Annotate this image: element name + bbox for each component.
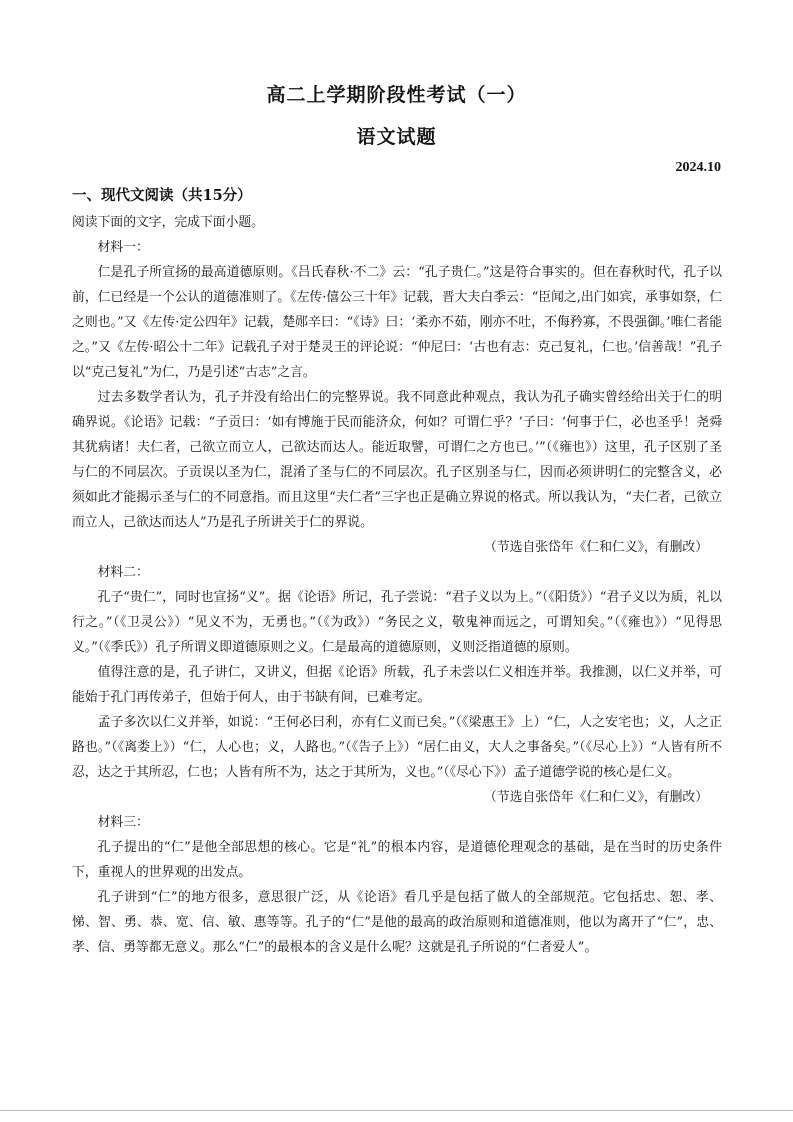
material2-paragraph-2: 值得注意的是，孔子讲仁，又讲义，但据《论语》所载，孔子未尝以仁义相连并举。我推测，以仁义并举，可能始于孔门再传弟子，但始于何人，由于书缺有间，已难考定。 bbox=[72, 665, 722, 705]
material1-source: （节选自张岱年《仁和仁义》，有删改） bbox=[484, 540, 708, 555]
exam-title: 高二上学期阶段性考试（一） bbox=[266, 84, 527, 106]
material2-paragraph-1: 孔子“贵仁”，同时也宣扬“义”。据《论语》所记，孔子尝说：“君子义以为上。”（《阳货》）“君子义以为质，礼以行之。”（《卫灵公》）“见义不为，无勇也。”（《为政》）“务民之义，敬鬼神而远之，可谓知矣。”（《雍也》）“见得思义。”（《季氏》）孔子所谓义即道德原则之义。仁是最高的道德原则，义则泛指道德的原则。 bbox=[72, 590, 722, 655]
material1-label: 材料一： bbox=[97, 240, 149, 255]
instruction-text: 阅读下面的文字，完成下面小题。 bbox=[72, 215, 264, 230]
material2-label: 材料二： bbox=[97, 565, 149, 580]
material2-paragraph-3: 孟子多次以仁义并举，如说：“王何必曰利，亦有仁义而已矣。”（《梁惠王》上）“仁，人之安宅也；义，人之正路也。”（《离娄上》）“仁，人心也；义，人路也。”（《告子上》）“居仁由义，大人之事备矣。”（《尽心上》）“人皆有所不忍，达之于其所忍，仁也；人皆有所不为，达之于其所为，义也。”（《尽心下》）孟子道德学说的核心是仁义。 bbox=[72, 715, 722, 780]
section-heading: 一、现代文阅读（共15分） bbox=[72, 187, 252, 204]
exam-subtitle: 语文试题 bbox=[356, 126, 437, 148]
page-bottom-divider bbox=[0, 1110, 793, 1111]
material3-label: 材料三： bbox=[97, 815, 149, 830]
material1-paragraph-1: 仁是孔子所宣扬的最高道德原则。《吕氏春秋·不二》云：“孔子贵仁。”这是符合事实的。但在春秋时代，孔子以前，仁已经是一个公认的道德准则了。《左传·僖公三十年》记载，晋大夫白季云：“臣闻之,出门如宾，承事如祭，仁之则也。”又《左传·定公四年》记载，楚郧辛曰：“《诗》曰：‘柔亦不茹，刚亦不吐，不侮矜寡，不畏强御。’唯仁者能之。”又《左传·昭公十二年》记载孔子对于楚灵王的评论说：“仲尼曰：‘古也有志：克己复礼，仁也。’信善哉！”孔子以“克己复礼”为仁，乃是引述“古志”之言。 bbox=[72, 265, 722, 380]
exam-date: 2024.10 bbox=[675, 160, 721, 175]
material2-source: （节选自张岱年《仁和仁义》，有删改） bbox=[484, 790, 708, 805]
material3-paragraph-2: 孔子讲到“仁”的地方很多，意思很广泛，从《论语》看几乎是包括了做人的全部规范。它包括忠、恕、孝、悌、智、勇、恭、宽、信、敏、惠等等。孔子的“仁”是他的最高的政治原则和道德准则，他以为离开了“仁”，忠、孝、信、勇等都无意义。那么“仁”的最根本的含义是什么呢？这就是孔子所说的“仁者爱人”。 bbox=[72, 890, 722, 955]
material3-paragraph-1: 孔子提出的“仁”是他全部思想的核心。它是“礼”的根本内容，是道德伦理观念的基础，是在当时的历史条件下，重视人的世界观的出发点。 bbox=[72, 840, 722, 880]
material1-paragraph-2: 过去多数学者认为，孔子并没有给出仁的完整界说。我不同意此种观点，我认为孔子确实曾经给出关于仁的明确界说。《论语》记载：“子贡曰：‘如有博施于民而能济众，何如？可谓仁乎？’子曰：‘何事于仁，必也圣乎！尧舜其犹病诸！夫仁者，己欲立而立人，己欲达而达人。能近取譬，可谓仁之方也已。’”（《雍也》）这里，孔子区别了圣与仁的不同层次。子贡误以圣为仁，混淆了圣与仁的不同层次。孔子区别圣与仁，因而必须讲明仁的完整含义，必须如此才能揭示圣与仁的不同意指。而且这里“夫仁者”三字也正是确立界说的格式。所以我认为，“夫仁者，己欲立而立人，己欲达而达人”乃是孔子所讲关于仁的界说。 bbox=[72, 390, 722, 530]
reading-passage bbox=[72, 210, 722, 960]
